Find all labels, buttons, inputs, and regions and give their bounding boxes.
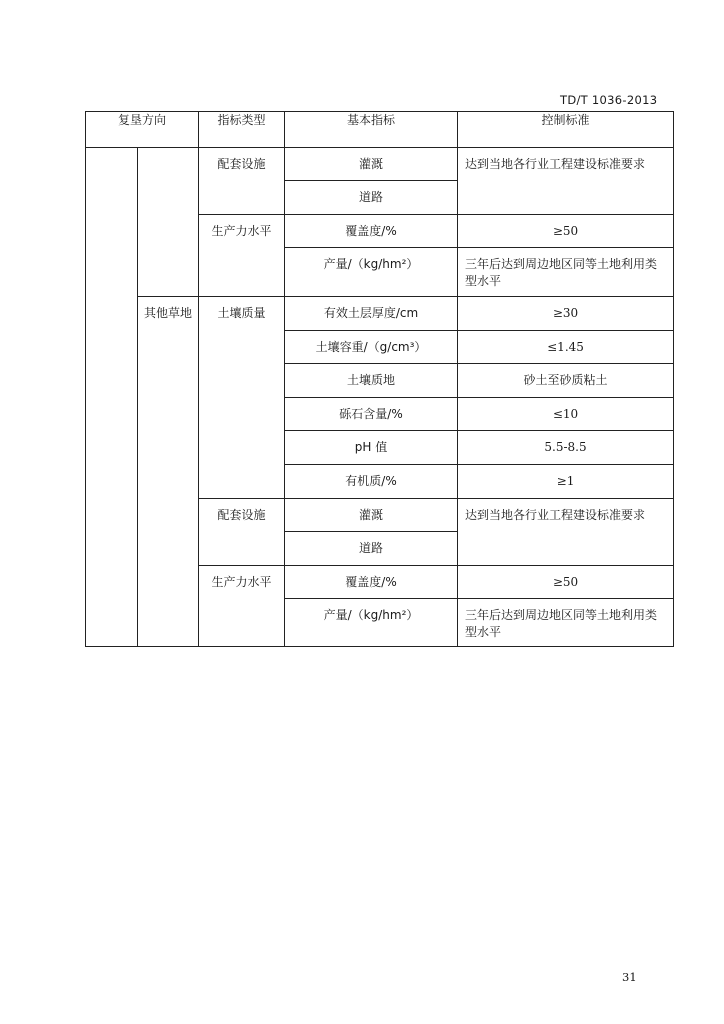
indicator-gravel-content: 砾石含量/% bbox=[285, 398, 458, 431]
standard-yield: 三年后达到周边地区同等土地利用类型水平 bbox=[458, 248, 674, 297]
table-header-row bbox=[86, 112, 674, 148]
table-row bbox=[86, 297, 674, 331]
indicator-irrigation: 灌溉 bbox=[285, 148, 458, 181]
standard-ph-value: 5.5-8.5 bbox=[458, 431, 674, 465]
indicator-coverage-2: 覆盖度/% bbox=[285, 566, 458, 599]
standard-organic-matter: ≥1 bbox=[458, 465, 674, 499]
indicator-road: 道路 bbox=[285, 181, 458, 215]
direction-other-grassland: 其他草地 bbox=[138, 297, 199, 647]
indicator-type-facilities-2: 配套设施 bbox=[199, 499, 285, 566]
page-number: 31 bbox=[622, 970, 637, 984]
indicator-yield-2: 产量/（kg/hm²） bbox=[285, 599, 458, 647]
standard-soil-thickness: ≥30 bbox=[458, 297, 674, 331]
indicator-yield: 产量/（kg/hm²） bbox=[285, 248, 458, 297]
direction-outer-cell bbox=[86, 148, 138, 647]
document-code: TD/T 1036-2013 bbox=[560, 93, 658, 107]
header-basic-indicator: 基本指标 bbox=[285, 112, 458, 148]
standard-coverage-2: ≥50 bbox=[458, 566, 674, 599]
indicator-type-facilities: 配套设施 bbox=[199, 148, 285, 215]
standard-gravel-content: ≤10 bbox=[458, 398, 674, 431]
indicator-irrigation-2: 灌溉 bbox=[285, 499, 458, 532]
indicator-road-2: 道路 bbox=[285, 532, 458, 566]
indicator-organic-matter: 有机质/% bbox=[285, 465, 458, 499]
reclamation-standards-table bbox=[85, 111, 674, 647]
indicator-ph-value: pH 值 bbox=[285, 431, 458, 465]
header-control-standard: 控制标准 bbox=[458, 112, 674, 148]
standard-yield-2: 三年后达到周边地区同等土地利用类型水平 bbox=[458, 599, 674, 647]
indicator-type-soil-quality: 土壤质量 bbox=[199, 297, 285, 499]
header-indicator-type: 指标类型 bbox=[199, 112, 285, 148]
standard-coverage: ≥50 bbox=[458, 215, 674, 248]
indicator-soil-thickness: 有效土层厚度/cm bbox=[285, 297, 458, 331]
indicator-coverage: 覆盖度/% bbox=[285, 215, 458, 248]
indicator-type-productivity: 生产力水平 bbox=[199, 215, 285, 297]
direction-continued-cell bbox=[138, 148, 199, 297]
standard-facilities: 达到当地各行业工程建设标准要求 bbox=[458, 148, 674, 215]
indicator-bulk-density: 土壤容重/（g/cm³） bbox=[285, 331, 458, 364]
header-reclamation-direction: 复垦方向 bbox=[86, 112, 199, 148]
table-row bbox=[86, 148, 674, 181]
standard-bulk-density: ≤1.45 bbox=[458, 331, 674, 364]
indicator-soil-texture: 土壤质地 bbox=[285, 364, 458, 398]
standard-soil-texture: 砂土至砂质粘土 bbox=[458, 364, 674, 398]
indicator-type-productivity-2: 生产力水平 bbox=[199, 566, 285, 647]
standard-facilities-2: 达到当地各行业工程建设标准要求 bbox=[458, 499, 674, 566]
